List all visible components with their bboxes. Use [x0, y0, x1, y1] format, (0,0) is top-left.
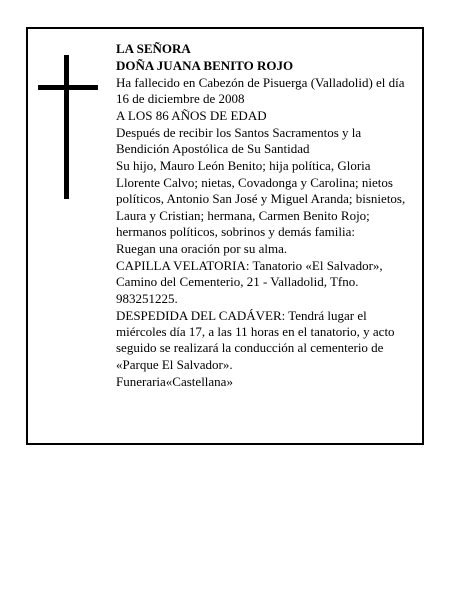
cross-icon	[38, 55, 98, 199]
obituary-notice	[26, 27, 424, 445]
notice-title: LA SEÑORA	[116, 41, 191, 56]
cross-vertical-bar	[64, 55, 69, 199]
deceased-name: DOÑA JUANA BENITO ROJO	[116, 57, 294, 73]
sacraments-line: Después de recibir los Santos Sacramentos y la Bendición Apostólica de Su Santidad	[116, 125, 362, 157]
family-list: Su hijo, Mauro León Benito; hija política, Gloria Llorente Calvo; nietas, Covadonga y Carolina; nietos políticos, Antonio San José y Miguel Aranda; bisnietos, Laura y Cristian; hermana, Carmen Benito Rojo; hermanos políticos, sobrinos y demás familia:	[116, 158, 406, 239]
age-line: A LOS 86 AÑOS DE EDAD	[116, 108, 267, 124]
farewell-info: DESPEDIDA DEL CADÁVER: Tendrá lugar el miércoles día 17, a las 11 horas en el tanatorio, y acto seguido se realizará la conducción al cementerio de «Parque El Salvador».	[116, 307, 395, 372]
death-info: Ha fallecido en Cabezón de Pisuerga (Valladolid) el día 16 de diciembre de 2008	[116, 74, 405, 107]
cross-horizontal-bar	[38, 85, 98, 90]
prayer-line: Ruegan una oración por su alma.	[116, 240, 288, 256]
notice-text	[116, 41, 408, 391]
funeral-home: Funeraria«Castellana»	[116, 373, 233, 389]
chapel-info: CAPILLA VELATORIA: Tanatorio «El Salvador», Camino del Cementerio, 21 - Valladolid, Tfno. 983251225.	[116, 257, 383, 306]
